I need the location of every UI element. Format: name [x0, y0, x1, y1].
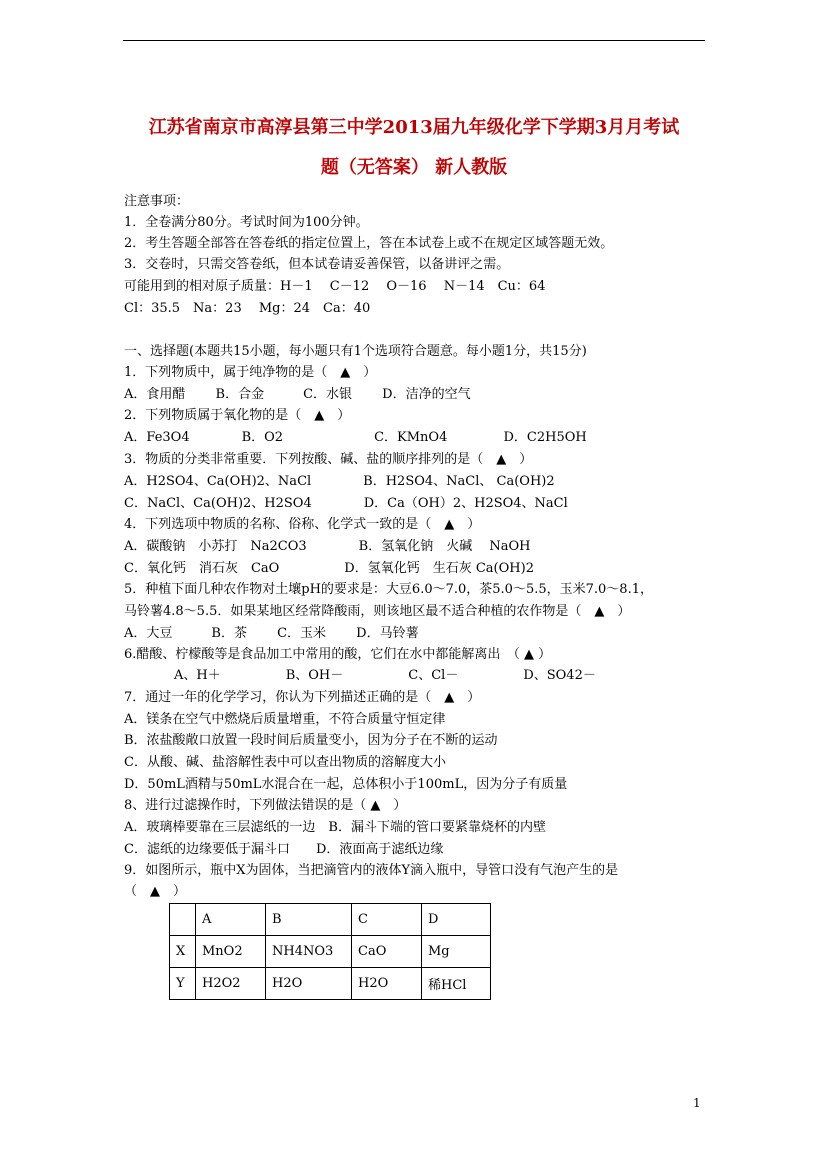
section-heading: 一、选择题(本题共15小题，每小题只有1个选项符合题意。每小题1分，共15分) — [124, 344, 587, 359]
atomic-masses: 可能用到的相对原子质量：H－1 C－12 O－16 N－14 Cu：64 — [124, 279, 546, 294]
table-header-row — [170, 904, 491, 936]
notice-item: 1．全卷满分80分。考试时间为100分钟。 — [124, 215, 369, 230]
question: 1．下列物质中，属于纯净物的是（ ▲ ） — [124, 365, 377, 380]
question-options: A．食用醋 B．合金 C．水银 D．洁净的空气 — [124, 387, 471, 402]
question-options: A．Fe3O4 B．O2 C．KMnO4 D．C2H5OH — [124, 430, 587, 445]
question-options: A．碳酸钠 小苏打 Na2CO3 B．氢氧化钠 火碱 NaOH — [124, 539, 531, 554]
table-row — [170, 936, 491, 968]
question: 2．下列物质属于氧化物的是（ ▲ ） — [124, 408, 351, 423]
page-title-line-1: 江苏省南京市高淳县第三中学2013届九年级化学下学期3月月考试 — [148, 117, 680, 138]
table-cell: H2O — [352, 968, 422, 1000]
options-table — [169, 903, 491, 1000]
question: 6.醋酸、柠檬酸等是食品加工中常用的酸，它们在水中都能解离出 （ ▲ ） — [124, 647, 552, 662]
question-options: A、H＋ B、OH－ C、Cl－ D、SO42－ — [174, 668, 596, 683]
question: 9．如图所示，瓶中X为固体，当把滴管内的液体Y滴入瓶中，导管口没有气泡产生的是 — [124, 863, 619, 878]
question-options: A．H2SO4、Ca(OH)2、NaCl B．H2SO4、NaCl、 Ca(OH)2 — [124, 474, 555, 489]
notice-item: 3．交卷时，只需交答卷纸，但本试卷请妥善保管，以备讲评之需。 — [124, 257, 510, 272]
table-cell: CaO — [352, 936, 422, 968]
question-options: C．氧化钙 消石灰 CaO D．氢氧化钙 生石灰 Ca(OH)2 — [124, 561, 534, 576]
question: 5．种植下面几种农作物对土壤pH的要求是：大豆6.0～7.0，茶5.0～5.5，玉米7.0～8.1， — [124, 582, 653, 597]
page-number: 1 — [693, 1096, 701, 1110]
table-cell: H2O2 — [196, 968, 266, 1000]
question-option: A．镁条在空气中燃烧后质量增重，不符合质量守恒定律 — [124, 712, 446, 727]
page-title-line-2: 题（无答案） 新人教版 — [320, 157, 508, 178]
question: 3．物质的分类非常重要．下列按酸、碱、盐的顺序排列的是（ ▲ ） — [124, 452, 533, 467]
header-rule — [123, 40, 705, 41]
question: 8、进行过滤操作时，下列做法错误的是（ ▲ ） — [124, 798, 407, 813]
question: 4．下列选项中物质的名称、俗称、化学式一致的是（ ▲ ） — [124, 517, 481, 532]
question: 7．通过一年的化学学习，你认为下列描述正确的是（ ▲ ） — [124, 690, 481, 705]
question-options: C．NaCl、Ca(OH)2、H2SO4 D．Ca（OH）2、H2SO4、NaCl — [124, 496, 568, 511]
table-cell: H2O — [266, 968, 352, 1000]
table-cell: C — [352, 904, 422, 936]
table-cell: 稀HCl — [422, 968, 491, 1000]
question-answer-slot: （ ▲ ） — [124, 884, 186, 899]
question: 马铃薯4.8～5.5．如果某地区经常降酸雨，则该地区最不适合种植的农作物是（ ▲ ） — [124, 604, 631, 619]
table-cell: MnO2 — [196, 936, 266, 968]
table-cell: X — [170, 936, 196, 968]
table-cell: Y — [170, 968, 196, 1000]
question-option: C．从酸、碱、盐溶解性表中可以查出物质的溶解度大小 — [124, 755, 446, 770]
question-option: D．50mL酒精与50mL水混合在一起，总体积小于100mL，因为分子有质量 — [124, 777, 568, 792]
table-cell: B — [266, 904, 352, 936]
table-cell: D — [422, 904, 491, 936]
table-cell — [170, 904, 196, 936]
question-options: C．滤纸的边缘要低于漏斗口 D．液面高于滤纸边缘 — [124, 842, 444, 857]
question-options: A．大豆 B．茶 C．玉米 D．马铃薯 — [124, 626, 419, 641]
question-options: A．玻璃棒要靠在三层滤纸的一边 B．漏斗下端的管口要紧靠烧杯的内壁 — [124, 820, 546, 835]
table-row — [170, 968, 491, 1000]
notice-heading: 注意事项： — [124, 194, 190, 209]
atomic-masses: Cl：35.5 Na：23 Mg：24 Ca：40 — [124, 301, 371, 316]
notice-item: 2．考生答题全部答在答卷纸的指定位置上，答在本试卷上或不在规定区域答题无效。 — [124, 236, 614, 251]
table-cell: NH4NO3 — [266, 936, 352, 968]
question-option: B．浓盐酸敞口放置一段时间后质量变小，因为分子在不断的运动 — [124, 733, 498, 748]
table-cell: A — [196, 904, 266, 936]
table-cell: Mg — [422, 936, 491, 968]
